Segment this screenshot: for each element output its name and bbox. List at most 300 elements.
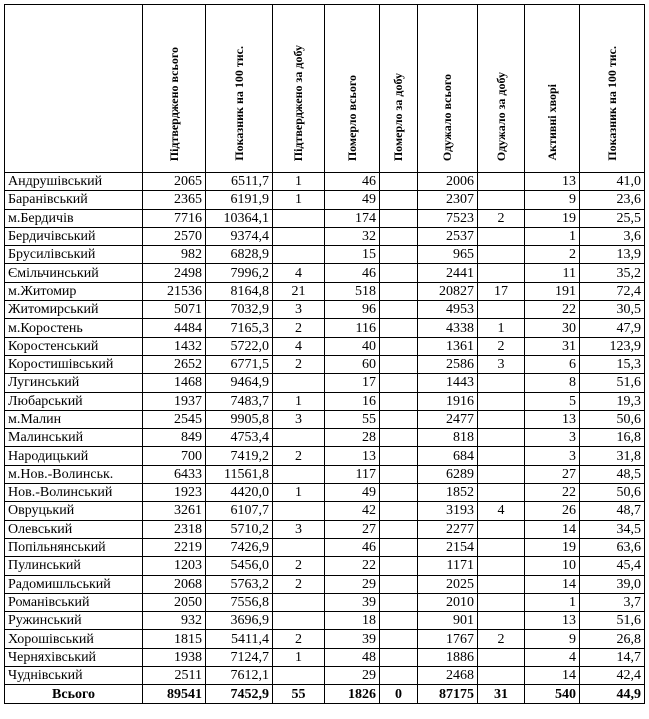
- table-row: [5, 667, 645, 685]
- table-cell: 21: [273, 282, 325, 300]
- district-name: Лугинський: [5, 374, 143, 392]
- table-cell: 6191,9: [206, 191, 273, 209]
- table-cell: 3: [478, 355, 525, 373]
- table-cell: 1: [273, 484, 325, 502]
- table-cell: 34,5: [580, 520, 645, 538]
- header-label: Одужало всього: [440, 73, 454, 161]
- district-name: Любарський: [5, 392, 143, 410]
- table-cell: 116: [325, 319, 380, 337]
- table-cell: [380, 301, 418, 319]
- table-cell: 22: [325, 557, 380, 575]
- table-cell: 1: [273, 392, 325, 410]
- header-label: Померло всього: [344, 74, 359, 161]
- table-cell: 2: [525, 246, 580, 264]
- table-cell: 191: [525, 282, 580, 300]
- table-cell: 29: [325, 575, 380, 593]
- table-row: [5, 319, 645, 337]
- table-cell: [380, 173, 418, 191]
- table-cell: [478, 465, 525, 483]
- table-cell: 23,6: [580, 191, 645, 209]
- table-cell: 4484: [143, 319, 206, 337]
- table-cell: 27: [325, 520, 380, 538]
- table-cell: 7426,9: [206, 538, 273, 556]
- table-cell: 2: [273, 319, 325, 337]
- table-cell: [380, 630, 418, 648]
- table-cell: 2: [478, 630, 525, 648]
- table-cell: [380, 447, 418, 465]
- table-row: [5, 465, 645, 483]
- table-cell: [478, 520, 525, 538]
- table-cell: 7124,7: [206, 648, 273, 666]
- table-cell: 32: [325, 227, 380, 245]
- table-cell: 50,6: [580, 410, 645, 428]
- table-cell: 3696,9: [206, 612, 273, 630]
- table-cell: 10364,1: [206, 209, 273, 227]
- table-cell: 18: [325, 612, 380, 630]
- table-cell: [478, 301, 525, 319]
- table-cell: [380, 484, 418, 502]
- district-name: м.Малин: [5, 410, 143, 428]
- table-cell: 5: [525, 392, 580, 410]
- table-cell: 72,4: [580, 282, 645, 300]
- table-row: [5, 282, 645, 300]
- district-name: Малинський: [5, 429, 143, 447]
- table-cell: 2365: [143, 191, 206, 209]
- table-cell: 9: [525, 630, 580, 648]
- total-cell: 540: [525, 685, 580, 704]
- table-cell: 16,8: [580, 429, 645, 447]
- district-name: Пулинський: [5, 557, 143, 575]
- table-cell: 20827: [418, 282, 478, 300]
- district-name: Радомишльський: [5, 575, 143, 593]
- table-cell: 1361: [418, 337, 478, 355]
- table-cell: 3: [273, 410, 325, 428]
- table-cell: 1938: [143, 648, 206, 666]
- table-cell: 2068: [143, 575, 206, 593]
- table-cell: 1203: [143, 557, 206, 575]
- table-cell: 123,9: [580, 337, 645, 355]
- table-cell: 4338: [418, 319, 478, 337]
- header-col-4: [325, 5, 380, 173]
- district-name: Баранівський: [5, 191, 143, 209]
- table-cell: 2277: [418, 520, 478, 538]
- table-row: [5, 410, 645, 428]
- table-cell: 2545: [143, 410, 206, 428]
- table-cell: 30,5: [580, 301, 645, 319]
- header-row: [5, 5, 645, 173]
- table-cell: [380, 667, 418, 685]
- table-cell: [380, 538, 418, 556]
- table-cell: 51,6: [580, 374, 645, 392]
- total-cell: 89541: [143, 685, 206, 704]
- table-cell: 7483,7: [206, 392, 273, 410]
- table-cell: [478, 484, 525, 502]
- table-cell: 174: [325, 209, 380, 227]
- table-cell: 5722,0: [206, 337, 273, 355]
- header-col-7: [478, 5, 525, 173]
- table-cell: 5411,4: [206, 630, 273, 648]
- table-cell: 7996,2: [206, 264, 273, 282]
- table-cell: 6771,5: [206, 355, 273, 373]
- table-cell: 14: [525, 667, 580, 685]
- table-row: [5, 502, 645, 520]
- table-cell: 2570: [143, 227, 206, 245]
- table-cell: [380, 209, 418, 227]
- table-cell: 26,8: [580, 630, 645, 648]
- table-cell: 2537: [418, 227, 478, 245]
- table-cell: 40: [325, 337, 380, 355]
- table-cell: [273, 227, 325, 245]
- table-cell: 13: [525, 173, 580, 191]
- district-name: Овруцький: [5, 502, 143, 520]
- covid-stats-table: [4, 4, 645, 704]
- table-cell: 965: [418, 246, 478, 264]
- table-cell: [380, 227, 418, 245]
- table-cell: 16: [325, 392, 380, 410]
- table-cell: 1886: [418, 648, 478, 666]
- district-name: Олевський: [5, 520, 143, 538]
- table-cell: 35,2: [580, 264, 645, 282]
- table-cell: 2586: [418, 355, 478, 373]
- table-cell: 1: [273, 191, 325, 209]
- table-cell: [380, 557, 418, 575]
- table-cell: 4: [273, 264, 325, 282]
- table-cell: [273, 502, 325, 520]
- table-cell: 2065: [143, 173, 206, 191]
- table-cell: 1815: [143, 630, 206, 648]
- header-col-6: [418, 5, 478, 173]
- table-cell: 3193: [418, 502, 478, 520]
- table-cell: [478, 575, 525, 593]
- table-row: [5, 484, 645, 502]
- header-label: Активні хворі: [544, 84, 559, 161]
- district-name: м.Бердичів: [5, 209, 143, 227]
- table-cell: 700: [143, 447, 206, 465]
- table-cell: 4: [273, 337, 325, 355]
- table-cell: 2468: [418, 667, 478, 685]
- table-cell: 25,5: [580, 209, 645, 227]
- table-cell: [478, 667, 525, 685]
- header-label: Підтверджено всього: [166, 46, 181, 161]
- table-cell: 6511,7: [206, 173, 273, 191]
- total-cell: 31: [478, 685, 525, 704]
- total-cell: 1826: [325, 685, 380, 704]
- district-name: Черняхівський: [5, 648, 143, 666]
- table-cell: 48,7: [580, 502, 645, 520]
- header-label: Показник на 100 тис.: [231, 46, 246, 161]
- table-cell: 6289: [418, 465, 478, 483]
- table-cell: 3: [273, 520, 325, 538]
- table-row: [5, 392, 645, 410]
- district-name: Ємільчинський: [5, 264, 143, 282]
- district-name: Чуднівський: [5, 667, 143, 685]
- header-label: Одужало за добу: [493, 71, 508, 161]
- table-cell: 901: [418, 612, 478, 630]
- table-cell: 14,7: [580, 648, 645, 666]
- table-cell: 45,4: [580, 557, 645, 575]
- table-cell: 14: [525, 520, 580, 538]
- header-col-1: [143, 5, 206, 173]
- table-cell: [380, 612, 418, 630]
- table-cell: 7556,8: [206, 593, 273, 611]
- district-name: Коростишівський: [5, 355, 143, 373]
- table-cell: 1937: [143, 392, 206, 410]
- table-cell: 2154: [418, 538, 478, 556]
- table-cell: [380, 575, 418, 593]
- table-row: [5, 538, 645, 556]
- table-cell: 684: [418, 447, 478, 465]
- table-row: [5, 630, 645, 648]
- table-cell: 21536: [143, 282, 206, 300]
- table-cell: 849: [143, 429, 206, 447]
- table-cell: [380, 392, 418, 410]
- table-cell: 11: [525, 264, 580, 282]
- table-cell: 3,6: [580, 227, 645, 245]
- table-cell: 7419,2: [206, 447, 273, 465]
- table-row: [5, 227, 645, 245]
- table-cell: 28: [325, 429, 380, 447]
- table-cell: 96: [325, 301, 380, 319]
- table-cell: [478, 246, 525, 264]
- table-cell: 13,9: [580, 246, 645, 264]
- header-label: Підтверджено за добу: [291, 44, 305, 161]
- header-col-2: [206, 5, 273, 173]
- table-row: [5, 612, 645, 630]
- table-cell: [478, 557, 525, 575]
- table-cell: [380, 593, 418, 611]
- table-cell: [273, 667, 325, 685]
- table-cell: 5456,0: [206, 557, 273, 575]
- table-cell: 39,0: [580, 575, 645, 593]
- table-cell: 42: [325, 502, 380, 520]
- table-cell: 49: [325, 191, 380, 209]
- table-row: [5, 173, 645, 191]
- table-cell: 9374,4: [206, 227, 273, 245]
- total-cell: 7452,9: [206, 685, 273, 704]
- table-cell: [380, 429, 418, 447]
- table-cell: 2025: [418, 575, 478, 593]
- total-cell: 0: [380, 685, 418, 704]
- table-cell: [380, 374, 418, 392]
- table-cell: 2: [478, 209, 525, 227]
- table-cell: 46: [325, 538, 380, 556]
- district-name: Брусилівський: [5, 246, 143, 264]
- table-row: [5, 429, 645, 447]
- table-cell: 1852: [418, 484, 478, 502]
- table-cell: 19: [525, 209, 580, 227]
- table-cell: 2: [273, 630, 325, 648]
- table-cell: 48: [325, 648, 380, 666]
- table-cell: 22: [525, 301, 580, 319]
- table-cell: 2652: [143, 355, 206, 373]
- table-cell: 14: [525, 575, 580, 593]
- table-cell: [273, 429, 325, 447]
- district-name: Народицький: [5, 447, 143, 465]
- table-cell: 31: [525, 337, 580, 355]
- table-cell: [273, 209, 325, 227]
- table-cell: 2: [273, 447, 325, 465]
- total-cell: 44,9: [580, 685, 645, 704]
- table-cell: 1171: [418, 557, 478, 575]
- table-cell: 39: [325, 593, 380, 611]
- table-cell: 982: [143, 246, 206, 264]
- table-cell: [273, 246, 325, 264]
- table-cell: 49: [325, 484, 380, 502]
- table-cell: 4953: [418, 301, 478, 319]
- table-cell: 2307: [418, 191, 478, 209]
- table-cell: [380, 246, 418, 264]
- table-cell: 17: [478, 282, 525, 300]
- table-cell: [380, 191, 418, 209]
- table-cell: 9464,9: [206, 374, 273, 392]
- header-col-9: [580, 5, 645, 173]
- table-cell: 31,8: [580, 447, 645, 465]
- table-cell: 17: [325, 374, 380, 392]
- table-cell: 932: [143, 612, 206, 630]
- district-name: м.Житомир: [5, 282, 143, 300]
- table-cell: 1767: [418, 630, 478, 648]
- table-cell: 6433: [143, 465, 206, 483]
- table-cell: 1: [525, 227, 580, 245]
- table-row: [5, 557, 645, 575]
- table-row: [5, 301, 645, 319]
- table-cell: 2511: [143, 667, 206, 685]
- table-cell: [380, 648, 418, 666]
- table-cell: 19,3: [580, 392, 645, 410]
- table-row: [5, 575, 645, 593]
- table-cell: 13: [325, 447, 380, 465]
- table-cell: 2: [273, 575, 325, 593]
- table-cell: 46: [325, 173, 380, 191]
- district-name: Хорошівський: [5, 630, 143, 648]
- header-col-5: [380, 5, 418, 173]
- table-row: [5, 209, 645, 227]
- table-cell: 1: [478, 319, 525, 337]
- table-cell: [273, 374, 325, 392]
- table-cell: 51,6: [580, 612, 645, 630]
- table-cell: 2441: [418, 264, 478, 282]
- table-cell: 30: [525, 319, 580, 337]
- table-cell: [478, 612, 525, 630]
- table-cell: [380, 410, 418, 428]
- table-row: [5, 447, 645, 465]
- table-cell: 3: [525, 447, 580, 465]
- district-name: Житомирський: [5, 301, 143, 319]
- table-cell: 63,6: [580, 538, 645, 556]
- table-cell: [380, 282, 418, 300]
- table-row: [5, 593, 645, 611]
- table-cell: 2219: [143, 538, 206, 556]
- table-row: [5, 648, 645, 666]
- table-cell: [478, 538, 525, 556]
- table-cell: 5071: [143, 301, 206, 319]
- table-cell: [478, 227, 525, 245]
- table-cell: 3,7: [580, 593, 645, 611]
- header-label: Померло за добу: [391, 72, 405, 161]
- table-cell: 7165,3: [206, 319, 273, 337]
- table-body: [5, 173, 645, 704]
- table-cell: 39: [325, 630, 380, 648]
- covid-stats-table-container: [4, 4, 645, 704]
- table-cell: 1432: [143, 337, 206, 355]
- table-cell: 5710,2: [206, 520, 273, 538]
- total-label: Всього: [5, 685, 143, 704]
- table-cell: 4753,4: [206, 429, 273, 447]
- header-district: [5, 5, 143, 173]
- table-cell: 6: [525, 355, 580, 373]
- table-cell: 4: [525, 648, 580, 666]
- table-cell: 27: [525, 465, 580, 483]
- table-cell: [478, 191, 525, 209]
- table-cell: 1: [525, 593, 580, 611]
- table-cell: 2006: [418, 173, 478, 191]
- district-name: Бердичівський: [5, 227, 143, 245]
- table-cell: 6828,9: [206, 246, 273, 264]
- header-label: Показник на 100 тис.: [604, 46, 619, 161]
- table-cell: 15: [325, 246, 380, 264]
- district-name: Нов.-Волинський: [5, 484, 143, 502]
- table-cell: 7716: [143, 209, 206, 227]
- table-cell: [478, 374, 525, 392]
- table-cell: [478, 429, 525, 447]
- table-cell: 1468: [143, 374, 206, 392]
- table-cell: 46: [325, 264, 380, 282]
- table-row: [5, 264, 645, 282]
- table-cell: [478, 447, 525, 465]
- table-cell: 6107,7: [206, 502, 273, 520]
- total-cell: 87175: [418, 685, 478, 704]
- table-cell: 7523: [418, 209, 478, 227]
- table-cell: [273, 465, 325, 483]
- table-cell: 47,9: [580, 319, 645, 337]
- table-cell: [478, 392, 525, 410]
- table-cell: [380, 337, 418, 355]
- table-cell: [380, 465, 418, 483]
- table-cell: [273, 593, 325, 611]
- table-cell: [478, 173, 525, 191]
- table-cell: 9905,8: [206, 410, 273, 428]
- total-row: [5, 685, 645, 704]
- table-cell: 13: [525, 410, 580, 428]
- table-cell: 117: [325, 465, 380, 483]
- table-row: [5, 337, 645, 355]
- table-cell: 2: [273, 557, 325, 575]
- header-col-3: [273, 5, 325, 173]
- table-cell: [380, 355, 418, 373]
- table-cell: 2318: [143, 520, 206, 538]
- table-cell: 41,0: [580, 173, 645, 191]
- table-cell: 3: [273, 301, 325, 319]
- table-cell: 1443: [418, 374, 478, 392]
- header-col-8: [525, 5, 580, 173]
- table-cell: [380, 520, 418, 538]
- table-cell: 15,3: [580, 355, 645, 373]
- table-cell: 3: [525, 429, 580, 447]
- table-cell: 4: [478, 502, 525, 520]
- table-cell: [478, 648, 525, 666]
- district-name: м.Нов.-Волинськ.: [5, 465, 143, 483]
- table-cell: 2010: [418, 593, 478, 611]
- table-cell: [380, 502, 418, 520]
- table-cell: [380, 264, 418, 282]
- table-cell: 2050: [143, 593, 206, 611]
- table-cell: 818: [418, 429, 478, 447]
- table-cell: 29: [325, 667, 380, 685]
- district-name: м.Коростень: [5, 319, 143, 337]
- table-row: [5, 191, 645, 209]
- table-cell: 3261: [143, 502, 206, 520]
- table-cell: 1916: [418, 392, 478, 410]
